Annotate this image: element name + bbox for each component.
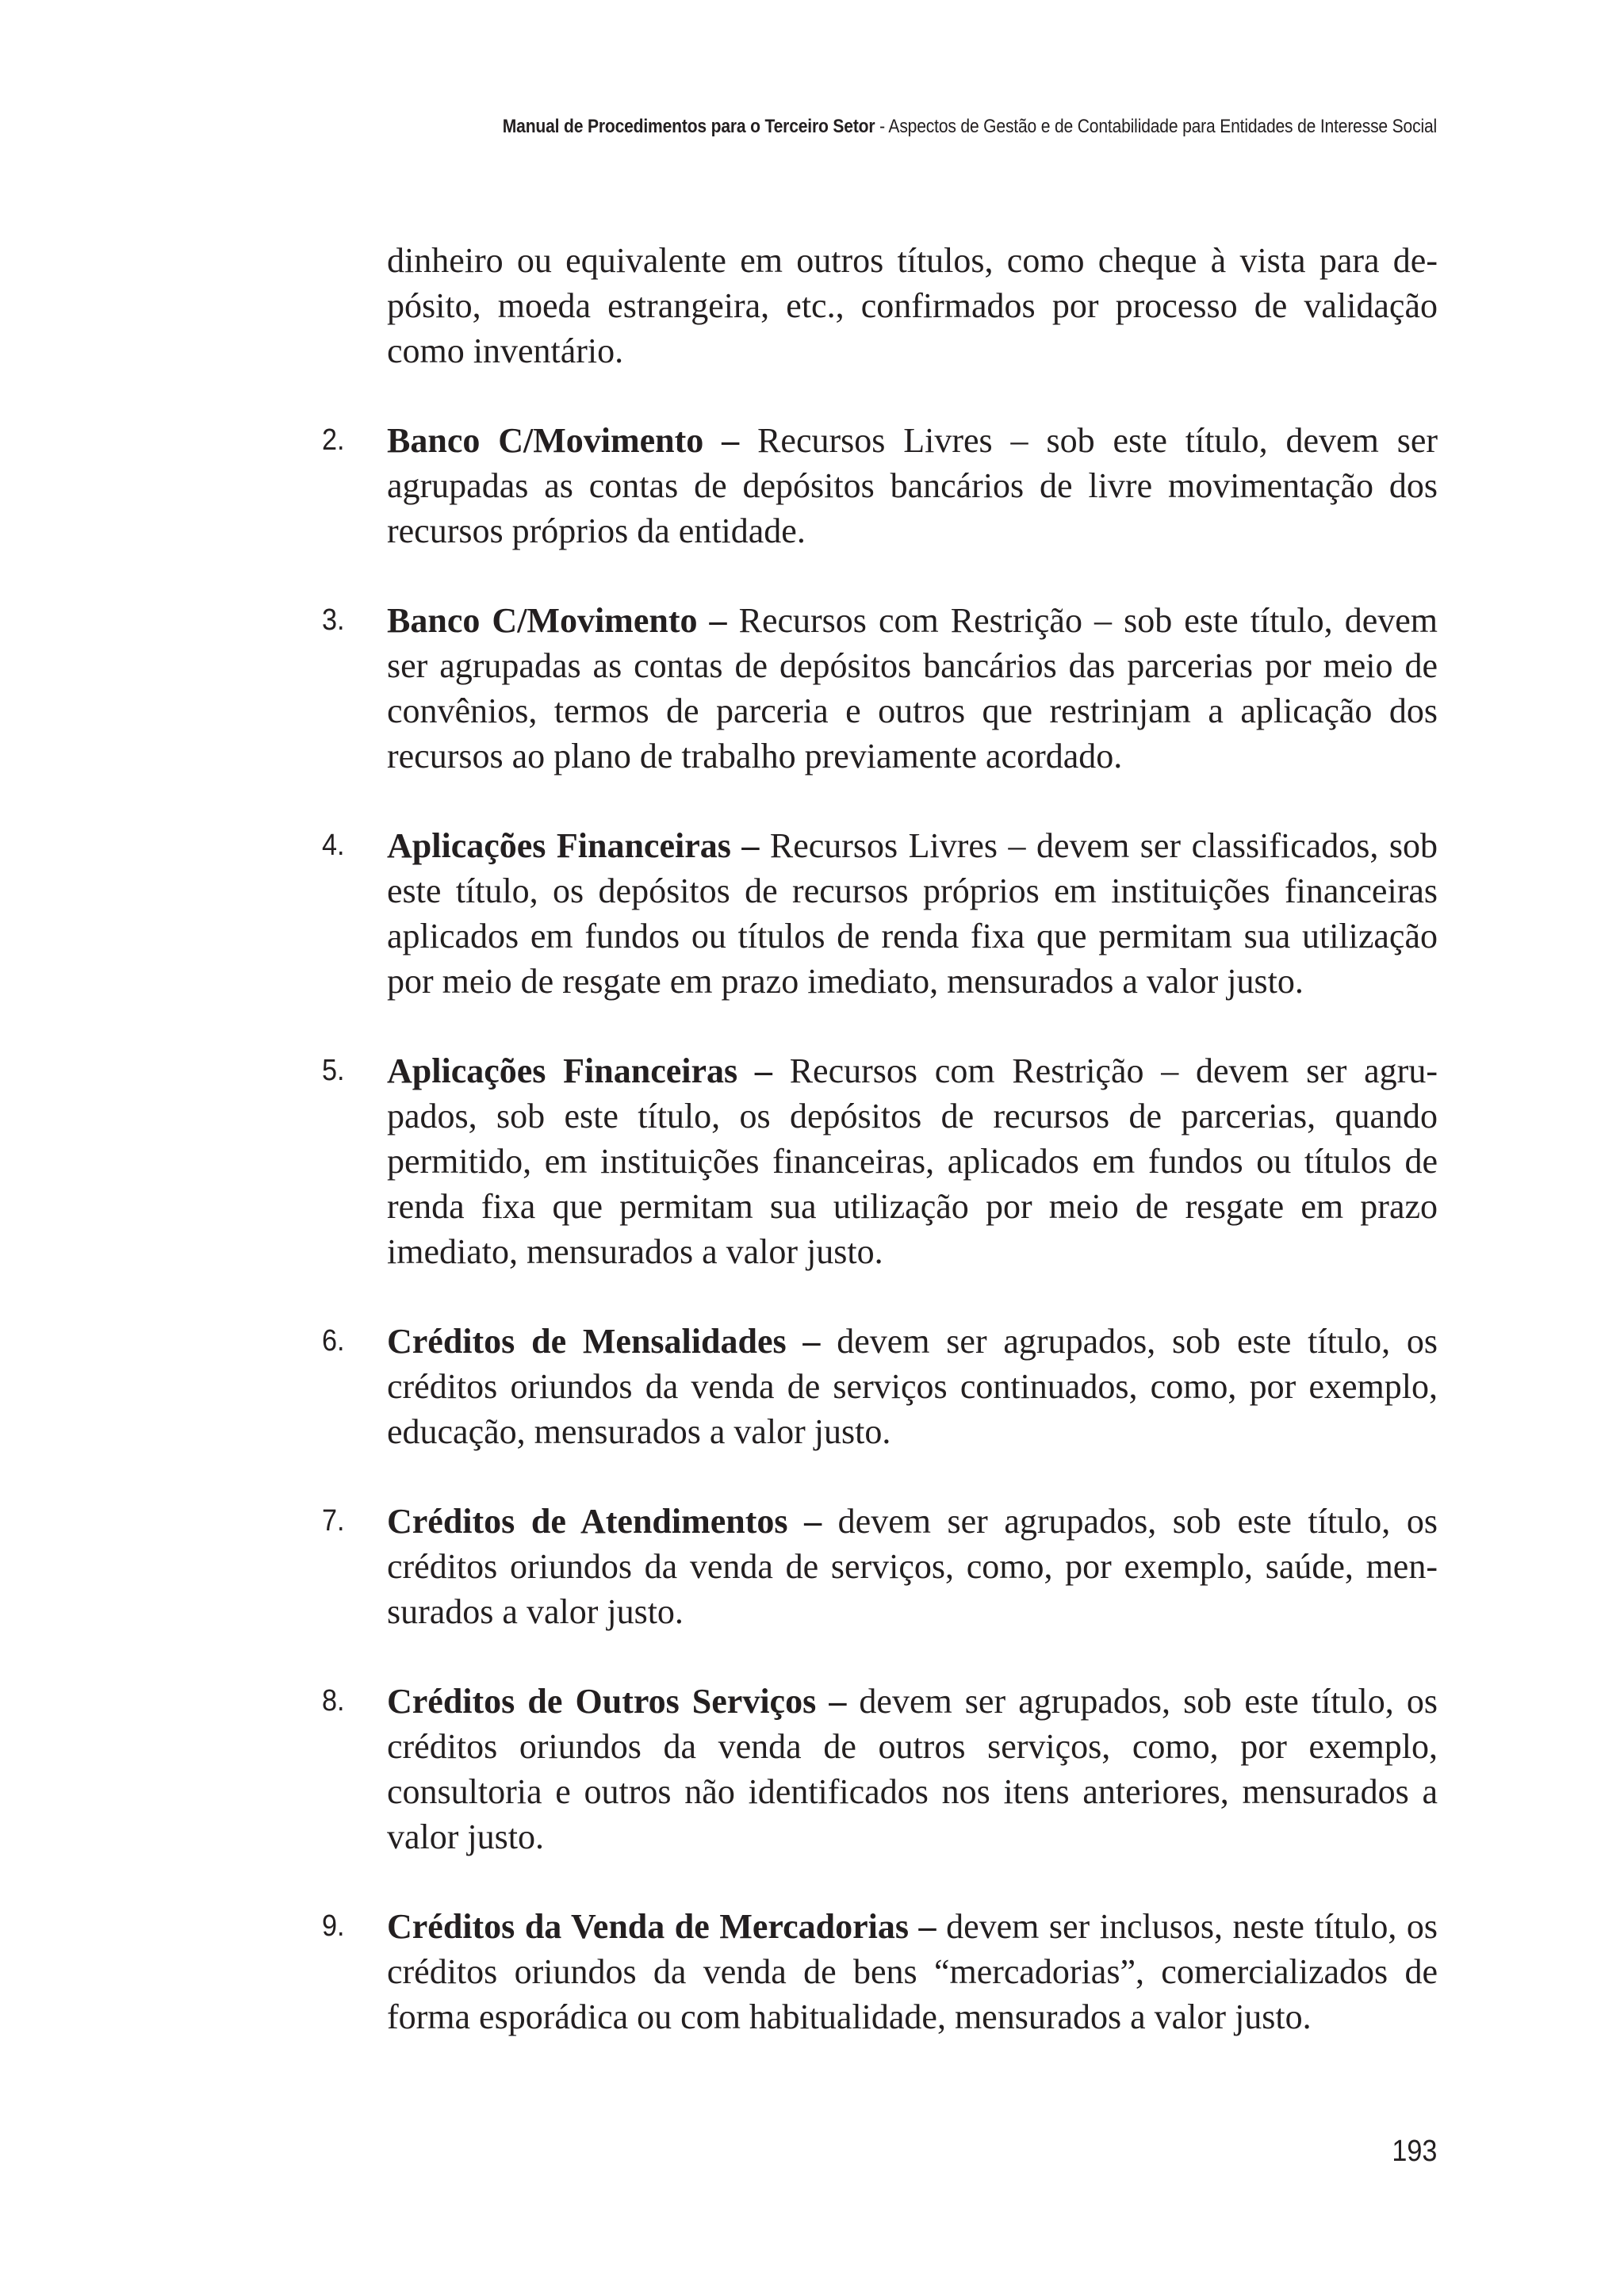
list-item	[322, 1904, 1438, 2039]
item-term: Aplicações Financeiras –	[387, 826, 760, 865]
item-number: 7.	[322, 1504, 345, 1538]
list-item	[322, 823, 1438, 1004]
item-number: 4.	[322, 829, 345, 862]
list-item	[322, 418, 1438, 553]
item-term: Créditos de Atendimentos –	[387, 1502, 822, 1541]
list-item	[322, 1319, 1438, 1454]
item-term: Créditos de Mensalidades –	[387, 1322, 821, 1361]
list-item	[322, 1048, 1438, 1274]
header-title-rest: - Aspectos de Gestão e de Contabilidade para Entidades de Interesse Social	[875, 116, 1437, 137]
item-number: 6.	[322, 1324, 345, 1358]
item-text: devem ser agrupados, sob este título, os créditos oriundos da venda de outros serviços, como, por exemplo, consultoria e outros não identificados nos itens anteriores, mensurados a valor justo.	[387, 1682, 1438, 1856]
item-text: Recursos Livres – sob este título, devem ser agrupadas as contas de depósitos bancários de livre movimentação dos recursos próprios da entidade.	[387, 421, 1438, 550]
item-number: 2.	[322, 423, 345, 457]
list-item	[322, 598, 1438, 779]
item-text: Recursos com Restrição – devem ser agrupados, sob este título, os depósitos de recursos de parcerias, quando permitido, em instituições financeiras, aplicados em fundos ou títulos de renda fixa que permitam sua utilização por meio de resgate em prazo imediato, mensurados a valor justo.	[387, 1051, 1438, 1271]
list-item	[322, 1679, 1438, 1859]
item-text: devem ser agrupados, sob este título, os créditos oriundos da venda de serviços, como, por exemplo, saúde, mensurados a valor justo.	[387, 1502, 1438, 1631]
item-term: Créditos da Venda de Mercadorias –	[387, 1907, 936, 1946]
item-text: devem ser inclusos, neste título, os créditos oriundos da venda de bens “mercadorias”, comercializados de forma esporádica ou com habitualidade, mensurados a valor justo.	[387, 1907, 1438, 2036]
header-title-bold: Manual de Procedimentos para o Terceiro Setor	[502, 116, 875, 137]
item-term: Banco C/Movimento –	[387, 601, 727, 640]
item-number: 5.	[322, 1054, 345, 1087]
running-header	[503, 116, 1437, 138]
item-text: devem ser agrupados, sob este título, os créditos oriundos da venda de serviços continuados, como, por exemplo, educação, mensurados a valor justo.	[387, 1322, 1438, 1451]
continuation-paragraph: dinheiro ou equivalente em outros títulos, como cheque à vista para depósito, moeda estrangeira, etc., confirmados por processo de validação como inventário.	[387, 241, 1438, 370]
item-number: 9.	[322, 1909, 345, 1943]
item-term: Banco C/Movimento –	[387, 421, 740, 460]
item-term: Créditos de Outros Serviços –	[387, 1682, 847, 1721]
page-number: 193	[1391, 2135, 1437, 2168]
item-number: 3.	[322, 603, 345, 637]
item-number: 8.	[322, 1684, 345, 1718]
item-text: Recursos com Restrição – sob este título, devem ser agrupadas as contas de depósitos bancários das parcerias por meio de convênios, termos de parceria e outros que restrinjam a aplicação dos recursos ao plano de trabalho previamente acordado.	[387, 601, 1438, 776]
item-term: Aplicações Financeiras –	[387, 1051, 772, 1090]
page-body	[322, 238, 1438, 2084]
item-text: Recursos Livres – devem ser classificados, sob este título, os depósitos de recursos próprios em instituições financeiras aplicados em fundos ou títulos de renda fixa que permitam sua utilização por meio de resgate em prazo imediato, mensurados a valor justo.	[387, 826, 1438, 1001]
list-item	[322, 1499, 1438, 1634]
